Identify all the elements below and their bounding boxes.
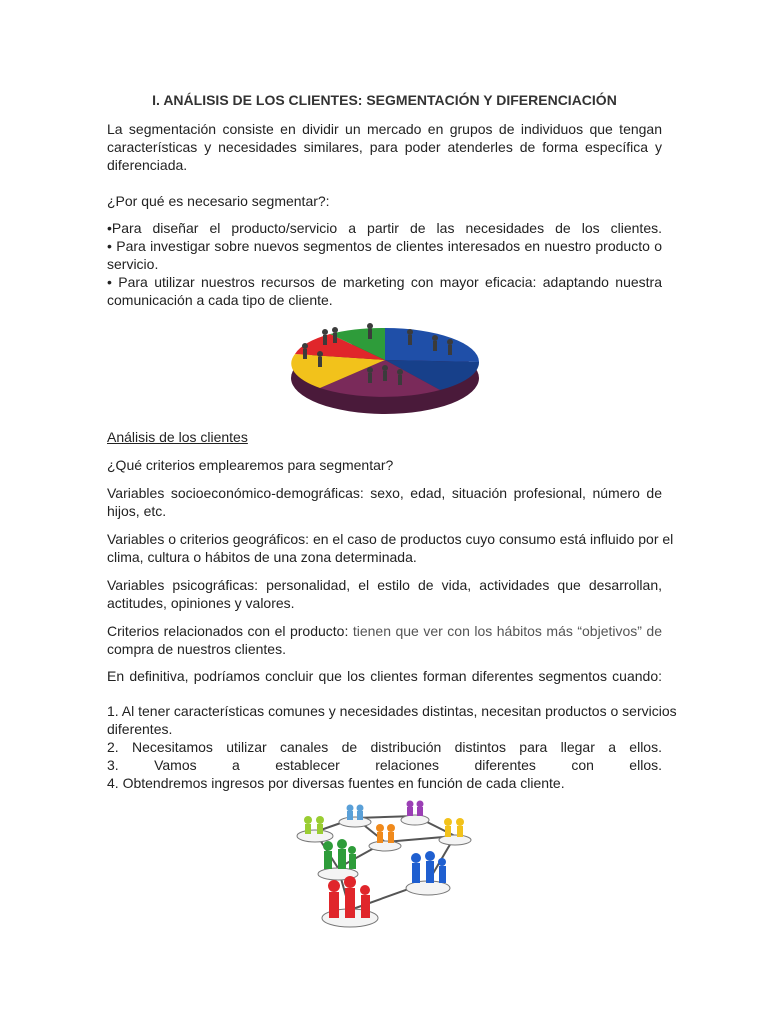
list-item: 1. Al tener características comunes y necesidades distintas, necesitan productos o servicios [107,703,677,719]
variables-psychographic: Variables psicográficas: personalidad, el estilo de vida, actividades que desarrollan, actitudes, opiniones y valores. [107,577,662,611]
variables-socioeconomic: Variables socioeconómico-demográficas: sexo, edad, situación profesional, número de hijos, etc. [107,485,662,519]
numbered-list [107,702,677,792]
page-title: I. ANÁLISIS DE LOS CLIENTES: SEGMENTACIÓN Y DIFERENCIACIÓN [152,92,617,108]
list-item: 3. Vamos a establecer relaciones diferentes con ellos. [107,757,662,773]
section-heading: Análisis de los clientes [107,429,248,445]
reason-item: comunicación a cada tipo de cliente. [107,292,333,308]
pie-slice-blue [385,328,479,362]
variables-product: Criterios relacionados con el producto: tienen que ver con los hábitos más “objetivos” de compra de nuestros clientes. [107,623,662,657]
intro-line: La segmentación consiste en dividir un mercado en grupos de individuos que tengan [107,121,662,137]
intro-line: diferenciada. [107,157,188,173]
question-why-segment: ¿Por qué es necesario segmentar?: [107,193,330,209]
segmentation-pie-illustration [290,318,480,416]
customer-network-illustration [290,800,480,930]
reasons-list [107,219,662,309]
reason-item: • Para investigar sobre nuevos segmentos de clientes interesados en nuestro producto o [107,238,662,254]
list-item: diferentes. [107,721,173,737]
reason-item: •Para diseñar el producto/servicio a partir de las necesidades de los clientes. [107,220,662,236]
intro-paragraph [107,120,662,174]
reason-item: servicio. [107,256,159,272]
conclusion-paragraph: En definitiva, podríamos concluir que los clientes forman diferentes segmentos cuando: [107,668,662,684]
list-item: 2. Necesitamos utilizar canales de distribución distintos para llegar a ellos. [107,739,662,755]
list-item: 4. Obtendremos ingresos por diversas fuentes en función de cada cliente. [107,775,565,791]
question-criteria: ¿Qué criterios emplearemos para segmentar? [107,457,394,473]
variables-geographic: Variables o criterios geográficos: en el caso de productos cuyo consumo está influido por el clima, cultura o hábitos de una zona determinada. [107,531,674,565]
reason-item: • Para utilizar nuestros recursos de marketing con mayor eficacia: adaptando nuestra [107,274,662,290]
people-groups [304,801,464,919]
intro-line: características y necesidades similares, para poder atenderles de forma específica y [107,139,662,155]
